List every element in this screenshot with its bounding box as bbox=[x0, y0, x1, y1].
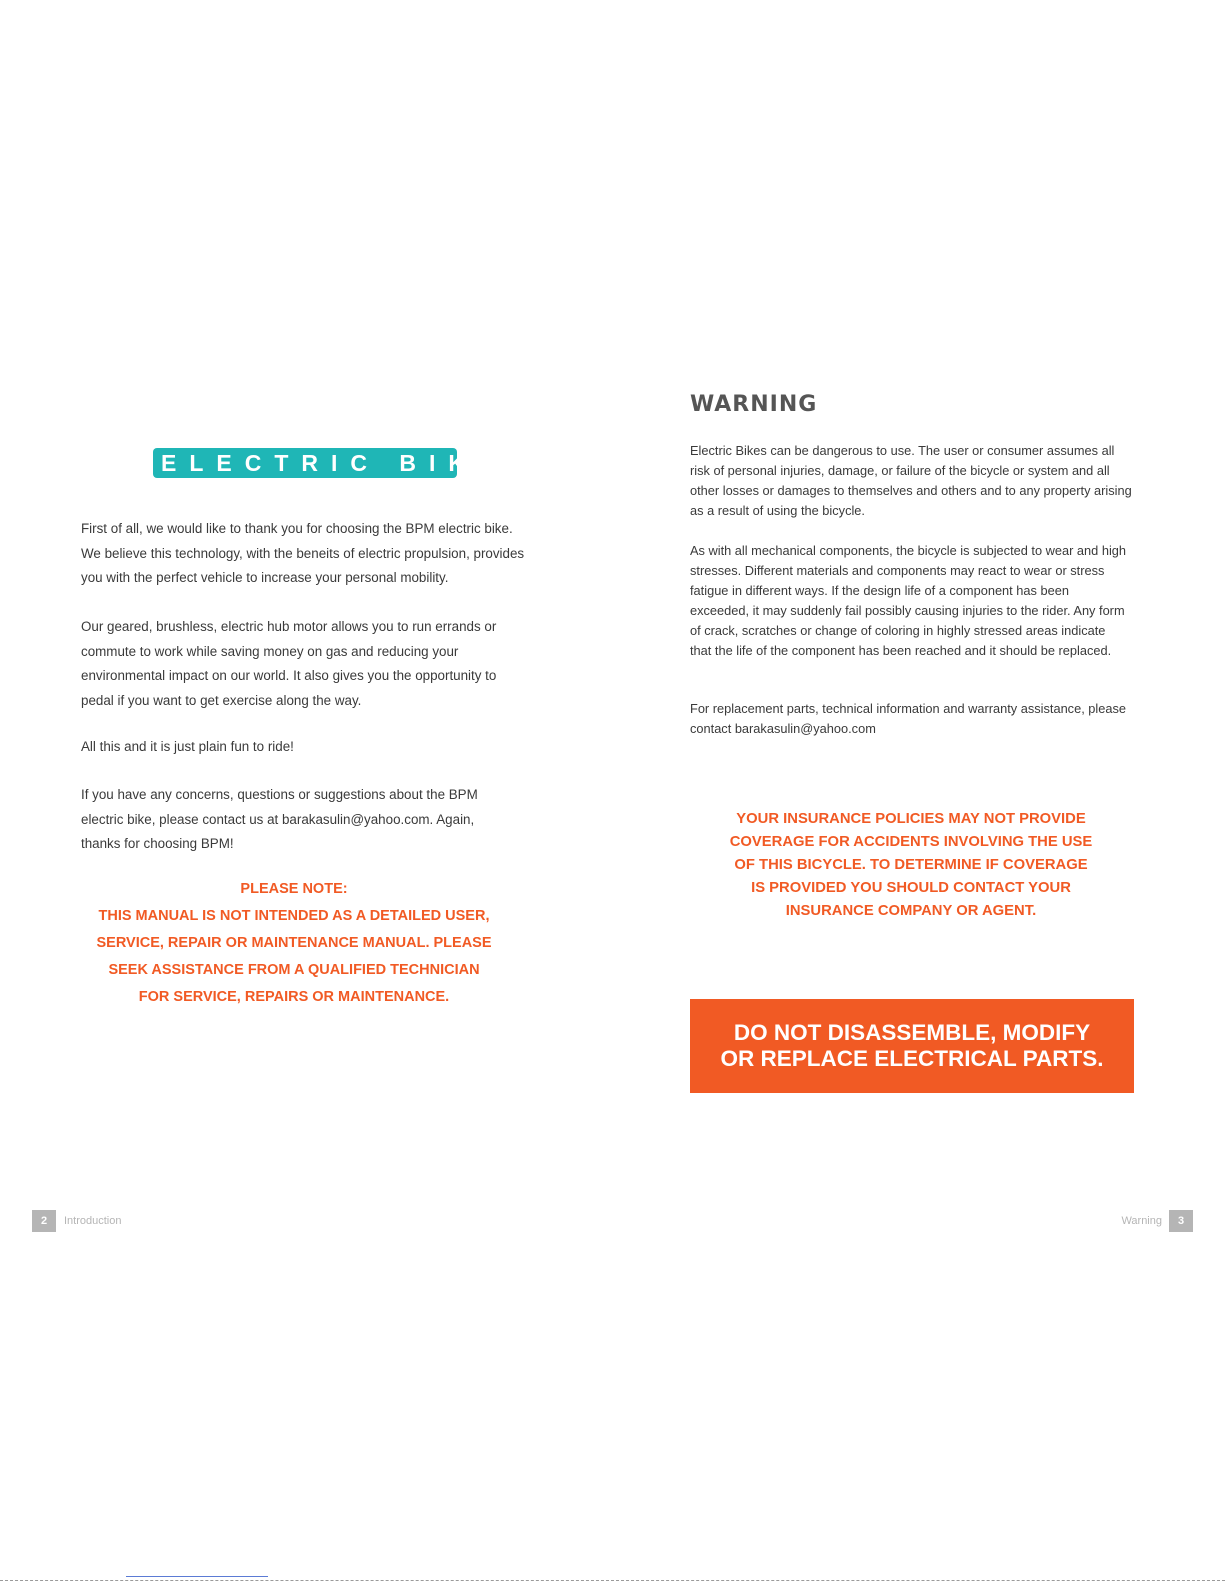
left-page bbox=[0, 0, 612, 1585]
note-line-1: THIS MANUAL IS NOT INTENDED AS A DETAILED USER, bbox=[98, 908, 490, 924]
insurance-line-3: OF THIS BICYCLE. TO DETERMINE IF COVERAGE bbox=[734, 857, 1088, 873]
bottom-link-underline bbox=[126, 1576, 268, 1577]
please-note-block bbox=[70, 876, 518, 1011]
insurance-line-5: INSURANCE COMPANY OR AGENT. bbox=[785, 903, 1037, 919]
page-number-badge: 3 bbox=[1169, 1210, 1193, 1232]
intro-paragraph-3: All this and it is just plain fun to ride! bbox=[81, 739, 294, 754]
page-number-badge: 2 bbox=[32, 1210, 56, 1232]
intro-paragraph-2: Our geared, brushless, electric hub motor allows you to run errands or commute to work while saving money on gas and reducing your environmental impact on our world. It also gives you the opportunity to pedal if you want to get exercise along the way. bbox=[81, 619, 497, 708]
danger-line-1: DO NOT DISASSEMBLE, MODIFY bbox=[733, 1020, 1091, 1045]
insurance-notice bbox=[708, 808, 1114, 923]
note-line-4: FOR SERVICE, REPAIRS OR MAINTENANCE. bbox=[138, 989, 450, 1005]
insurance-line-2: COVERAGE FOR ACCIDENTS INVOLVING THE USE bbox=[729, 834, 1093, 850]
insurance-line-1: YOUR INSURANCE POLICIES MAY NOT PROVIDE bbox=[736, 811, 1086, 827]
do-not-disassemble-banner bbox=[690, 999, 1134, 1093]
bottom-dashed-rule bbox=[0, 1580, 1225, 1581]
note-line-2: SERVICE, REPAIR OR MAINTENANCE MANUAL. PLEASE bbox=[96, 935, 492, 951]
intro-paragraph-4: If you have any concerns, questions or suggestions about the BPM electric bike, please contact us at barakasulin@yahoo.com. Again, thanks for choosing BPM! bbox=[81, 787, 478, 851]
section-label: Warning bbox=[1121, 1215, 1162, 1227]
note-line-3: SEEK ASSISTANCE FROM A QUALIFIED TECHNICIAN bbox=[108, 962, 480, 978]
warning-paragraph-3: For replacement parts, technical information and warranty assistance, please contact barakasulin@yahoo.com bbox=[690, 701, 1127, 736]
right-page bbox=[612, 0, 1225, 1585]
section-label: Introduction bbox=[64, 1215, 122, 1227]
warning-paragraph-1: Electric Bikes can be dangerous to use. The user or consumer assumes all risk of personal injuries, damage, or failure of the bicycle or system and all other losses or damages to themselves and others and to any property arising as a result of using the bicycle. bbox=[690, 443, 1132, 518]
electric-bikes-heading: ELECTRIC BIKES bbox=[153, 448, 457, 478]
danger-line-2: OR REPLACE ELECTRICAL PARTS. bbox=[720, 1046, 1104, 1071]
intro-paragraph-1: First of all, we would like to thank you for choosing the BPM electric bike. We believe this technology, with the beneits of electric propulsion, provides you with the perfect vehicle to increase your personal mobility. bbox=[81, 521, 525, 585]
warning-paragraph-2: As with all mechanical components, the bicycle is subjected to wear and high stresses. Different materials and components may react to wear or stress fatigue in different ways. If the design life of a component has been exceeded, it may suddenly fail possibly causing injuries to the rider. Any form of crack, scratches or change of coloring in highly stressed areas indicate that the life of the component has been reached and it should be replaced. bbox=[690, 543, 1127, 658]
insurance-line-4: IS PROVIDED YOU SHOULD CONTACT YOUR bbox=[751, 880, 1071, 896]
warning-heading: WARNING bbox=[690, 392, 818, 417]
note-title: PLEASE NOTE: bbox=[240, 881, 348, 897]
